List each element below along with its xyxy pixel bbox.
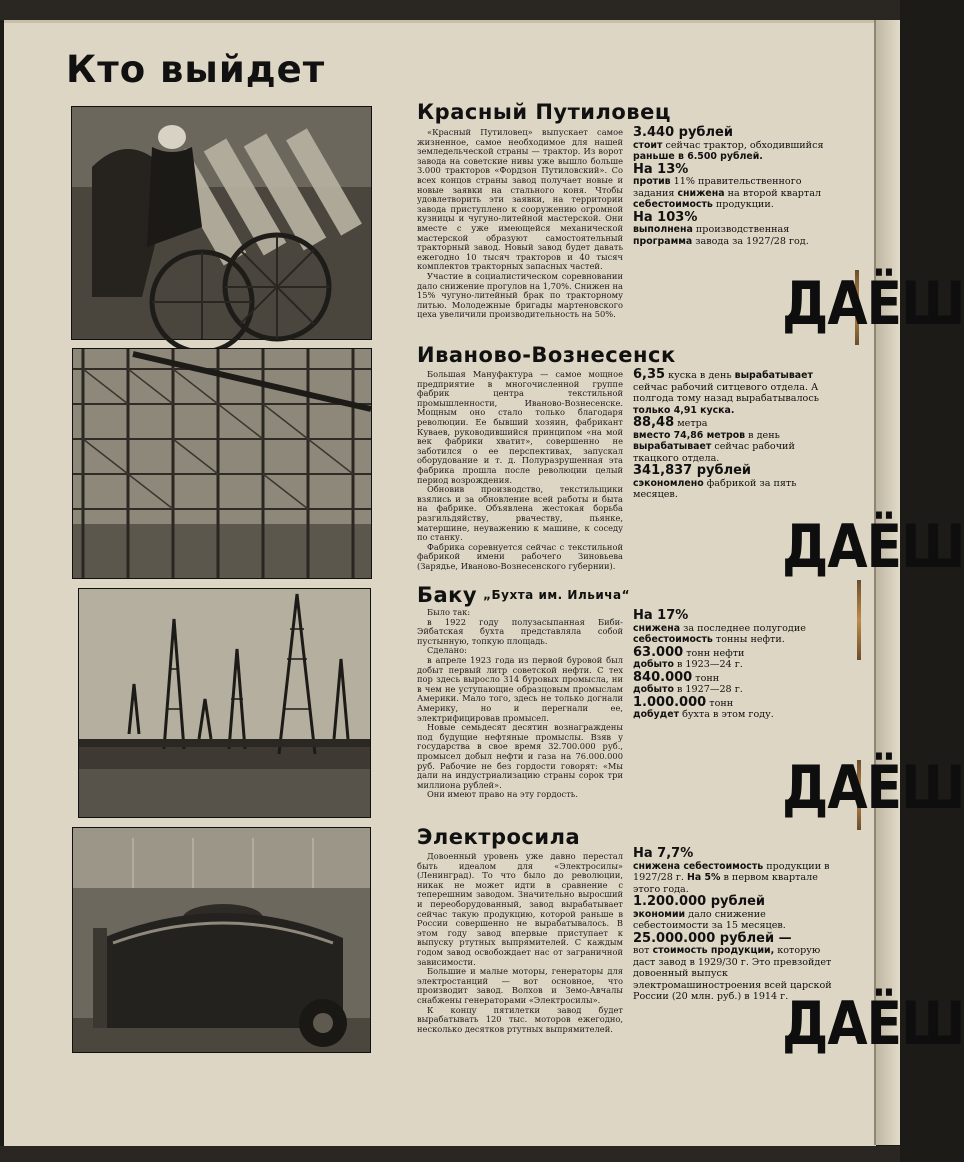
side-slogan: ДАЁШ: [782, 513, 964, 582]
paragraph: К концу пятилетки завод будет вырабатывать 120 тыс. моторов ежегодно, несколько десятков ртутных выпрямителей.: [417, 1004, 623, 1034]
fact-figure: На 17%: [633, 608, 689, 623]
fact-bold: только 4,91 куска.: [633, 404, 735, 416]
fact-text: тонны нефти.: [715, 634, 785, 645]
fact-text: фабрикой за пять месяцев.: [633, 477, 797, 500]
fact-bold: снижена себестоимость: [633, 860, 764, 872]
fact-text: завода за 1927/28 год.: [695, 235, 809, 247]
top-edge-shadow: [0, 0, 900, 20]
section-title-ivanovo: Иваново-Вознесенск: [417, 343, 676, 367]
facts-putilovets: [633, 127, 833, 248]
fact-figure: 1.200.000 рублей: [633, 894, 766, 909]
paragraph: Они имеют право на эту гордость.: [427, 789, 578, 800]
fact: [633, 896, 833, 932]
oil-derricks-photo: [78, 588, 371, 818]
fact-bold: снижена: [633, 622, 681, 634]
fact-text: за последнее полугодие: [683, 622, 806, 634]
fact-text: сейчас трактор, обходившийся: [665, 139, 824, 151]
fact-figure: На 7,7%: [633, 846, 694, 861]
section-body-ivanovo: [417, 370, 623, 571]
fact-text: тонн нефти: [686, 647, 745, 659]
fact: [633, 127, 833, 163]
fact-text: метра: [677, 418, 708, 429]
paragraph: Обновив производство, текстильщики взялись и за обновление всей работы и быта на фабрике. Объявлена жестокая борьба разгильдяйству, рвачеству, пьянке, матершине, неуважению к машине, к соседу по станку.: [417, 484, 623, 543]
fact-text: которую даст завод в 1929/30 г. Это превзойдет довоенный выпуск электромашиностроения всей царской России (20 млн. руб.) в 1914 г.: [633, 945, 832, 1002]
fact-text: на второй квартал: [727, 187, 822, 199]
fact-text: в 1927—28 г.: [676, 684, 743, 695]
fact-bold: себестоимость: [633, 199, 713, 210]
fact-text: сейчас рабочий ситцевого отдела. А полгода тому назад вырабатывалось: [633, 381, 819, 404]
facts-baku: [633, 610, 833, 722]
fact-bold: снижена: [677, 187, 725, 199]
fact: [633, 610, 833, 646]
fact-bold: себестоимость: [633, 634, 713, 645]
fact-bold: сэкономлено: [633, 477, 704, 489]
fact: [633, 369, 833, 416]
fact-text: в день: [748, 429, 780, 441]
binding-pin: [857, 580, 861, 660]
fact-bold: стоимость продукции,: [652, 945, 775, 956]
fact-figure: 840.000: [633, 669, 693, 685]
fact-text: тонн: [695, 672, 720, 684]
fact-text: дало снижение себестоимости за 15 месяцев.: [633, 908, 786, 931]
section-title-elektrosila: Электросила: [417, 825, 581, 849]
fact-bold: стоит: [633, 139, 663, 151]
section-title-baku: [417, 583, 630, 607]
textile-factory-construction-photo: [72, 348, 372, 579]
fact-bold: вырабатывает: [734, 370, 813, 381]
fact-text: 11% правительственного задания: [633, 176, 802, 199]
fact: [633, 465, 833, 501]
facts-ivanovo: [633, 369, 833, 502]
fact-figure: 88,48: [633, 415, 675, 430]
page-title: Кто выйдет: [66, 48, 326, 91]
fact-text: продукции.: [715, 199, 774, 210]
fact-bold: программа: [633, 235, 693, 247]
paragraph: Большая Мануфактура — самое мощное предприятие в многочисленной группе фабрик центра текстильной промышленности, Иваново-Вознесенске. Мощным оно стало только благодаря революции. Ее бывший хозяин, фабрикант Куваев, руководившийся принципом «на мой век фабрики хватит», совершенно не заботился о ее перспективах, запускал оборудование и т. д. Полуразрушенная эта фабрика прошла после революции целый период возрождения.: [417, 369, 623, 485]
tractor-factory-photo: [71, 106, 372, 340]
facts-elektrosila: [633, 848, 833, 1004]
fact-text: тонн: [709, 697, 734, 709]
section-subtitle: „Бухта им. Ильича“: [483, 588, 630, 602]
fact-figure: На 103%: [633, 209, 698, 225]
section-body-putilovets: [417, 128, 623, 320]
fact-bold: добыто: [633, 684, 674, 695]
section-body-baku: [417, 608, 623, 800]
paragraph: Довоенный уровень уже давно перестал быть идеалом для «Электросилы» (Ленинград). То что было до революции, никак не может идти в сравнение с теперешним заводом. Значительно выросший и переоборудованный, завод вырабатывает сейчас такую продукцию, которой раньше в России совершенно не вырабатывалось. В этом году завод впервые приступает к выпуску ртутных выпрямителей. С каждым годом завод освобождает нас от заграничной зависимости.: [417, 851, 623, 967]
page-spine: [874, 20, 900, 1145]
paragraph: в апреле 1923 года из первой буровой был добыт первый литр советской нефти. С тех пор здесь выросло 314 буровых промысла, ни в чем не уступающие образцовым промыслам Америки. Мало того, здесь не только догнали Америку, но и перегнали ее, электрифицировав промысел.: [417, 654, 623, 723]
fact-figure: 1.000.000: [633, 694, 707, 710]
fact-figure: На 13%: [633, 161, 689, 177]
fact: [633, 694, 833, 721]
fact-bold: вместо 74,86 метров: [633, 429, 746, 441]
fact-figure: 25.000.000 рублей —: [633, 930, 792, 946]
fact-text: куска в день: [668, 370, 732, 381]
paragraph: Участие в социалистическом соревновании дало снижение прогулов на 1,70%. Снижен на 15% чугуно-литейный брак по тракторному литью. Молодежные бригады мартеновского цеха увеличили производительность на 50%.: [417, 270, 623, 320]
fact-bold: добыто: [633, 659, 674, 670]
fact-figure: 341,837 рублей: [633, 463, 752, 478]
fact-bold: раньше в 6.500 рублей.: [633, 151, 763, 162]
fact-bold: против: [633, 176, 671, 187]
fact-bold: выполнена: [633, 224, 693, 235]
paragraph: Фабрика соревнуется сейчас с текстильной фабрикой имени рабочего Зиновьева (Зарядье, Иваново-Вознесенского губернии).: [417, 541, 623, 571]
fact-bold: вырабатывает: [633, 441, 712, 452]
fact-bold: На 5%: [687, 872, 721, 883]
fact: [633, 417, 833, 464]
side-slogan: ДАЁШ: [782, 270, 964, 339]
fact: [633, 161, 833, 211]
generator-hall-photo: [72, 827, 371, 1053]
fact-bold: добудет: [633, 709, 680, 720]
paragraph: Сделано:: [427, 645, 467, 656]
fact-text: сейчас рабочий ткацкого отдела.: [633, 441, 795, 464]
side-slogan: ДАЁШ: [782, 990, 964, 1059]
section-body-elektrosila: [417, 852, 623, 1034]
paragraph: Было так:: [427, 607, 471, 617]
paragraph: в 1922 году полузасыпанная Биби-Эйбатская бухта представляла собой пустынную, топкую площадь.: [417, 616, 623, 646]
fact-text: продукции в 1927/28 г.: [633, 860, 830, 883]
bottom-edge-shadow: [0, 1146, 900, 1162]
section-title-putilovets: Красный Путиловец: [417, 100, 671, 124]
fact: [633, 209, 833, 248]
fact-figure: 6,35: [633, 367, 666, 382]
side-slogan: ДАЁШ: [782, 754, 964, 823]
fact-text: вот: [633, 945, 650, 956]
fact-text: производственная: [695, 224, 790, 235]
fact-figure: 3.440 рублей: [633, 125, 733, 140]
fact-text: в первом квартале этого года.: [633, 872, 818, 895]
fact-bold: экономии: [633, 908, 686, 920]
fact: [633, 669, 833, 696]
fact-figure: 63.000: [633, 644, 684, 660]
paragraph: «Красный Путиловец» выпускает самое жизненное, самое необходимое для нашей земледельческой страны — трактор. Из ворот завода на советские нивы уже вышло больше 3.000 тракторов «Фордзон Путиловский». Со всех концов страны завод получает новые и новые заявки на стального коня. Чтобы удовлетворить эти заявки, на территории завода приступлено к сооружению огромной кузницы и чугуно-литейной мастерской. Они вместе с уже имеющейся механической мастерской образуют самостоятельный тракторный завод. Новый завод будет давать ежегодно 10 тысяч тракторов и 40 тысяч комплектов тракторных запасных частей.: [417, 127, 623, 272]
fact-text: в 1923—24 г.: [676, 659, 743, 670]
fact-text: бухта в этом году.: [682, 709, 774, 720]
fact: [633, 644, 833, 671]
fact: [633, 848, 833, 895]
paragraph: Большие и малые моторы, генераторы для электростанций — вот основное, что производит завод. Волхов и Земо-Авчалы снабжены генераторами «Электросилы».: [417, 966, 623, 1005]
section-title-text: Баку: [417, 583, 478, 607]
paragraph: Новые семьдесят десятин вознаграждены под будущие нефтяные промыслы. Взяв у государства в свое время 32.700.000 руб., промысел добыл нефти и газа на 76.000.000 руб. Рабочие не без гордости говорят: «Мы дали на индустриализацию страны сорок три миллиона рублей».: [417, 722, 623, 790]
